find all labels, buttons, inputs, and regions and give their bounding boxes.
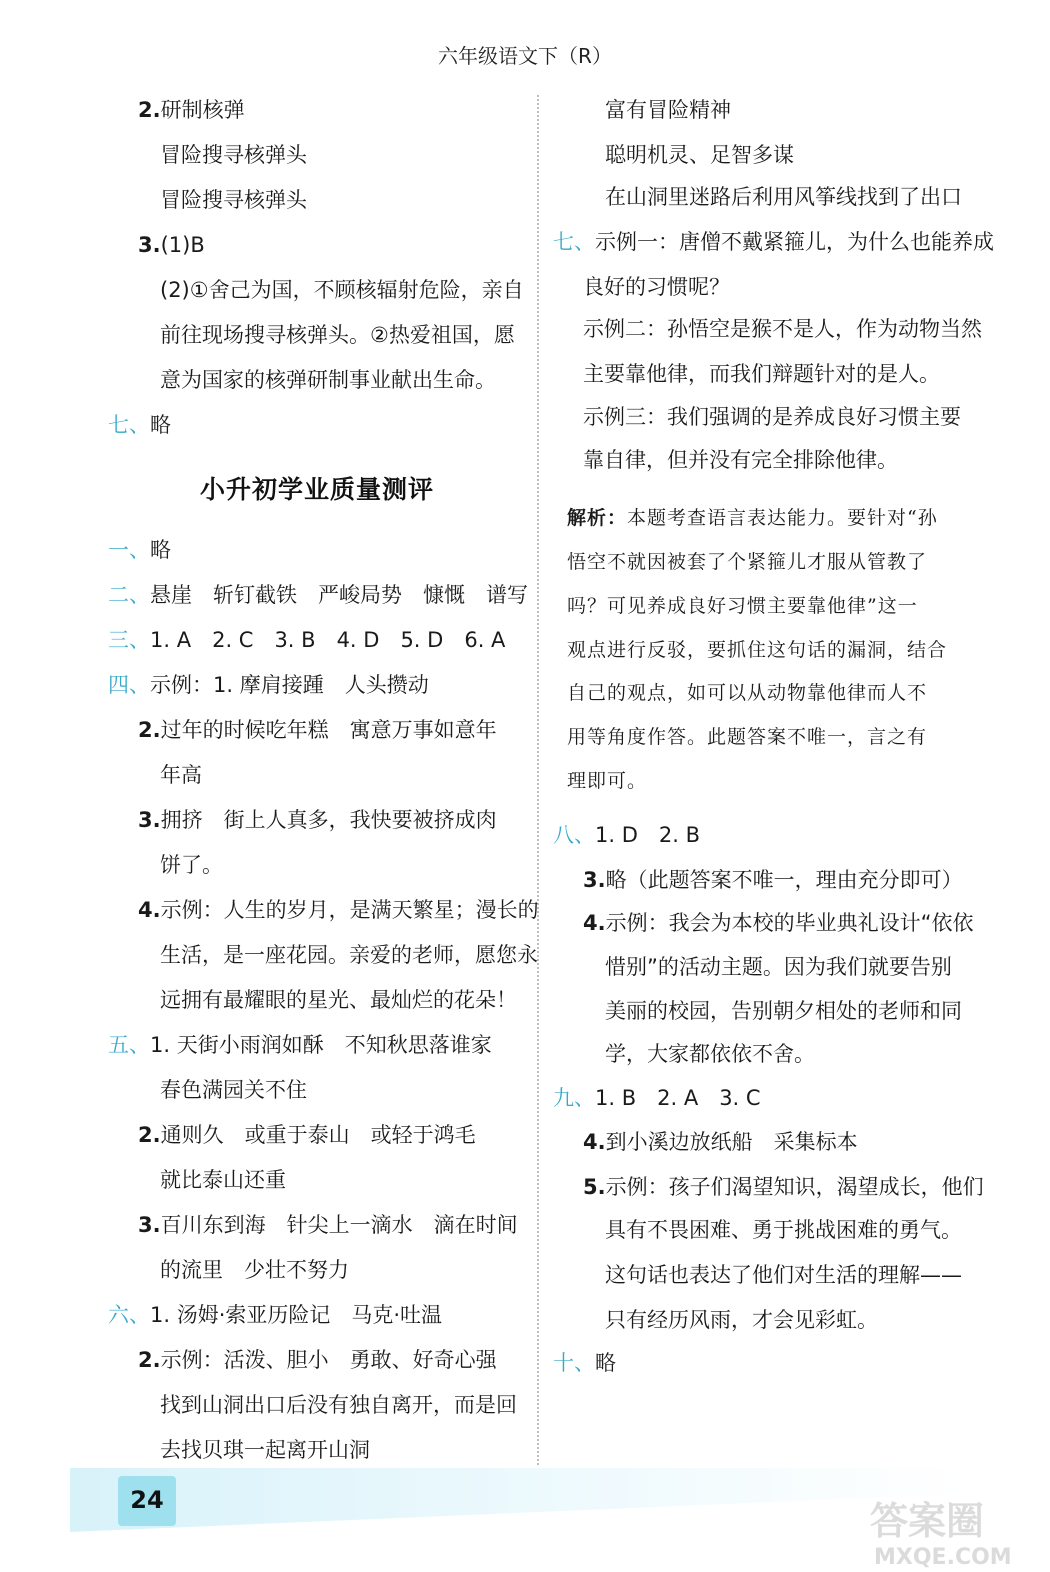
question-number: 2. — [138, 718, 161, 742]
answer-text: 在山洞里迷路后利用风筝线找到了出口 — [605, 185, 962, 209]
answer-line — [160, 365, 496, 395]
answer-line — [138, 1345, 497, 1375]
analysis-line: 自己的观点，如可以从动物靠他律而人不 — [567, 682, 928, 704]
answer-text: 前往现场搜寻核弹头。②热爱祖国，愿 — [160, 323, 515, 347]
question-number: 2. — [138, 1123, 161, 1147]
section-marker: 三、 — [108, 628, 150, 652]
answer-text: 悬崖 斩钉截铁 严峻局势 慷慨 谱写 — [150, 583, 528, 607]
analysis-line: 观点进行反驳，要抓住这句话的漏洞，结合 — [567, 639, 948, 661]
answer-line — [138, 230, 205, 260]
answer-text: 过年的时候吃年糕 寓意万事如意年 — [160, 718, 497, 742]
answer-text: (2)①舍己为国，不顾核辐射危险，亲自 — [160, 278, 524, 302]
answer-section — [108, 580, 528, 610]
answer-line — [605, 1260, 962, 1290]
answer-line — [583, 314, 982, 344]
answer-text: 靠自律，但并没有完全排除他律。 — [583, 448, 898, 472]
answer-text: 略（此题答案不唯一，理由充分即可） — [605, 868, 963, 892]
answer-text: 春色满园关不住 — [160, 1078, 307, 1102]
answer-text: 示例：人生的岁月，是满天繁星；漫长的 — [160, 898, 539, 922]
answer-text: 示例：活泼、胆小 勇敢、好奇心强 — [160, 1348, 497, 1372]
answer-text: (1)B — [160, 233, 205, 257]
analysis-line: 用等角度作答。此题答案不唯一，言之有 — [567, 726, 928, 748]
watermark-logo — [860, 1490, 1040, 1570]
answer-line — [583, 359, 940, 389]
answer-line — [160, 185, 307, 215]
answer-text: 找到山洞出口后没有独自离开，而是回 — [160, 1393, 517, 1417]
question-number: 4. — [138, 898, 161, 922]
answer-section — [108, 535, 171, 565]
answer-line — [160, 940, 538, 970]
answer-line — [160, 850, 223, 880]
analysis-line: 理即可。 — [567, 770, 648, 792]
answer-text: 略 — [150, 413, 171, 437]
answer-text: 1. 天街小雨润如酥 不知秋思落谁家 — [150, 1033, 492, 1057]
answer-line — [138, 715, 497, 745]
answer-section — [108, 410, 171, 440]
answer-text: 学，大家都依依不舍。 — [605, 1042, 815, 1066]
answer-text: 冒险搜寻核弹头 — [160, 143, 307, 167]
answer-line — [605, 140, 794, 170]
answer-text: 主要靠他律，而我们辩题针对的是人。 — [583, 362, 940, 386]
answer-line — [605, 182, 962, 212]
answer-line — [160, 760, 202, 790]
answer-line — [605, 1215, 962, 1245]
answer-text: 示例：孩子们渴望知识，渴望成长，他们 — [605, 1175, 984, 1199]
analysis-label: 解析： — [567, 507, 628, 529]
answer-text: 示例三：我们强调的是养成良好习惯主要 — [583, 405, 961, 429]
answer-text: 聪明机灵、足智多谋 — [605, 143, 794, 167]
answer-section — [108, 1300, 442, 1330]
answer-text: 只有经历风雨，才会见彩虹。 — [605, 1308, 878, 1332]
answer-line — [605, 1039, 815, 1069]
page-header: 六年级语文下（R） — [438, 44, 612, 68]
answer-line — [138, 95, 245, 125]
answer-text: 示例：我会为本校的毕业典礼设计“依依 — [605, 911, 974, 935]
analysis-line: 悟空不就因被套了个紧箍儿才服从管教了 — [567, 551, 928, 573]
answer-text: 示例：1. 摩肩接踵 人头攒动 — [150, 673, 429, 697]
answer-text: 就比泰山还重 — [160, 1168, 286, 1192]
answer-text: 略 — [595, 1351, 616, 1375]
question-number: 3. — [138, 233, 161, 257]
answer-text: 惜别”的活动主题。因为我们就要告别 — [605, 955, 952, 979]
answer-line — [160, 1390, 517, 1420]
question-number: 2. — [138, 1348, 161, 1372]
answer-text: 到小溪边放纸船 采集标本 — [605, 1130, 858, 1154]
answer-line — [583, 402, 961, 432]
answer-section — [553, 227, 994, 257]
answer-text: 1. A 2. C 3. B 4. D 5. D 6. A — [150, 628, 506, 652]
answer-line — [138, 1120, 476, 1150]
watermark-url: MXQE.COM — [874, 1545, 1012, 1570]
question-number: 3. — [583, 868, 606, 892]
answer-text: 这句话也表达了他们对生活的理解—— — [605, 1263, 962, 1287]
answer-text: 远拥有最耀眼的星光、最灿烂的花朵！ — [160, 988, 517, 1012]
answer-text: 百川东到海 针尖上一滴水 滴在时间 — [160, 1213, 518, 1237]
answer-line — [160, 1435, 370, 1465]
footer-band — [70, 1468, 970, 1532]
answer-line — [138, 895, 539, 925]
section-marker: 七、 — [108, 413, 150, 437]
section-marker: 十、 — [553, 1351, 595, 1375]
answer-text: 具有不畏困难、勇于挑战困难的勇气。 — [605, 1218, 962, 1242]
answer-line — [605, 952, 952, 982]
question-number: 2. — [138, 98, 161, 122]
answer-text: 通则久 或重于泰山 或轻于鸿毛 — [160, 1123, 476, 1147]
answer-line — [160, 320, 515, 350]
question-number: 5. — [583, 1175, 606, 1199]
question-number: 4. — [583, 1130, 606, 1154]
answer-section — [108, 625, 505, 655]
answer-text: 美丽的校园，告别朝夕相处的老师和同 — [605, 999, 962, 1023]
analysis-line: 吗？可见养成良好习惯主要靠他律”这一 — [567, 595, 918, 617]
answer-text: 生活，是一座花园。亲爱的老师，愿您永 — [160, 943, 538, 967]
answer-line — [138, 1210, 518, 1240]
section-title: 小升初学业质量测评 — [199, 475, 434, 504]
answer-line — [160, 985, 517, 1015]
answer-text: 研制核弹 — [160, 98, 245, 122]
answer-line — [583, 445, 898, 475]
answer-text: 1. B 2. A 3. C — [595, 1086, 761, 1110]
question-number: 3. — [138, 808, 161, 832]
answer-line — [160, 1255, 349, 1285]
answer-line — [160, 275, 524, 305]
section-marker: 八、 — [553, 823, 595, 847]
answer-text: 年高 — [160, 763, 202, 787]
answer-line — [583, 908, 973, 938]
answer-text: 1. D 2. B — [595, 823, 700, 847]
answer-line — [583, 1127, 858, 1157]
answer-section — [108, 1030, 492, 1060]
answer-section — [108, 670, 429, 700]
answer-text: 去找贝琪一起离开山洞 — [160, 1438, 370, 1462]
column-divider — [537, 95, 539, 1465]
section-marker: 六、 — [108, 1303, 150, 1327]
section-marker: 四、 — [108, 673, 150, 697]
answer-line — [160, 1165, 286, 1195]
answer-text: 冒险搜寻核弹头 — [160, 188, 307, 212]
answer-section — [553, 1083, 761, 1113]
answer-text: 示例一：唐僧不戴紧箍儿，为什么也能养成 — [595, 230, 994, 254]
analysis-line — [567, 503, 938, 533]
answer-line — [583, 1172, 984, 1202]
answer-line — [605, 996, 962, 1026]
answer-text: 的流里 少壮不努力 — [160, 1258, 349, 1282]
answer-text: 意为国家的核弹研制事业献出生命。 — [160, 368, 496, 392]
answer-section — [553, 820, 700, 850]
answer-text: 拥挤 街上人真多，我快要被挤成肉 — [160, 808, 497, 832]
answer-text: 示例二：孙悟空是猴不是人，作为动物当然 — [583, 317, 982, 341]
section-marker: 五、 — [108, 1033, 150, 1057]
answer-line — [138, 805, 497, 835]
answer-text: 富有冒险精神 — [605, 98, 731, 122]
section-marker: 一、 — [108, 538, 150, 562]
section-marker: 二、 — [108, 583, 150, 607]
answer-text: 良好的习惯呢？ — [583, 275, 730, 299]
answer-text: 略 — [150, 538, 171, 562]
answer-text: 饼了。 — [160, 853, 223, 877]
analysis-text: 本题考查语言表达能力。要针对“孙 — [627, 507, 938, 529]
question-number: 3. — [138, 1213, 161, 1237]
page-number: 24 — [130, 1486, 164, 1514]
watermark-text: 答案圈 — [870, 1499, 985, 1543]
section-marker: 七、 — [553, 230, 595, 254]
answer-line — [160, 1075, 307, 1105]
section-marker: 九、 — [553, 1086, 595, 1110]
answer-line — [160, 140, 307, 170]
answer-line — [583, 272, 730, 302]
answer-line — [583, 865, 963, 895]
answer-section — [553, 1348, 616, 1378]
answer-text: 1. 汤姆·索亚历险记 马克·吐温 — [150, 1303, 443, 1327]
answer-line — [605, 1305, 878, 1335]
question-number: 4. — [583, 911, 606, 935]
answer-line — [605, 95, 731, 125]
